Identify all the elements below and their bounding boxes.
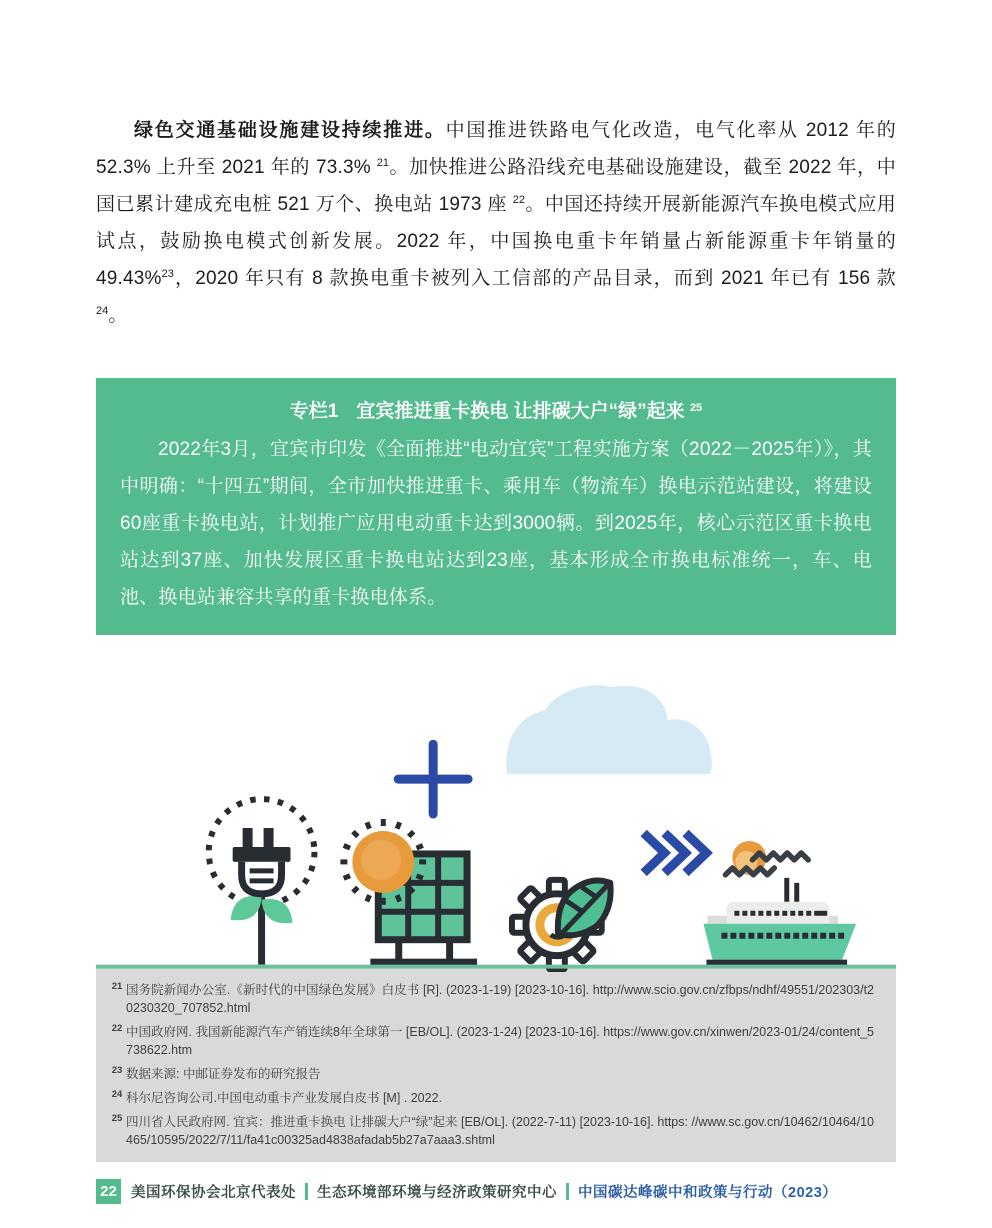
paragraph-text: 。中国还持续开展新能源汽车换电模式应用试点，鼓励换电模式创新发展。2022 年，中国换电重卡年销量占新能源重卡年销量的 49.43% — [96, 194, 896, 290]
cloud-icon — [506, 685, 712, 774]
footnote-ref-22: 22 — [512, 194, 526, 207]
footnote-number: 23 — [111, 1065, 123, 1077]
gear-icon — [512, 868, 626, 970]
footnote-number: 24 — [111, 1089, 123, 1101]
footnote-number: 21 — [111, 980, 123, 992]
footnote-number: 22 — [111, 1022, 123, 1034]
footnote-ref-24: 24 — [96, 305, 109, 318]
footnote-23 — [108, 1065, 874, 1083]
leaf-left — [231, 896, 262, 920]
paragraph-text: 。加快推进公路沿线充电基础设施建设，截至 2022 年，中国已累计建成充电桩 521 万个、换电站 1973 座 — [96, 157, 896, 216]
ship-icon — [703, 840, 856, 965]
paragraph-text: ，2020 年只有 8 款换电重卡被列入工信部的产品目录，而到 2021 年已有 156 款 — [173, 268, 896, 290]
footnote-ref-23: 23 — [161, 268, 174, 281]
column-box — [96, 378, 896, 634]
leaf-right — [262, 899, 293, 923]
footnote-text: 中国政府网. 我国新能源汽车产销连续8年全球第一 [EB/OL]. (2023-1-24) [2023-10-16]. https://www.gov.cn/xinwen/2023-01/24/content_5738622.htm — [126, 1024, 874, 1057]
footer-org-2: 生态环境部环境与经济政策研究中心 — [317, 1184, 557, 1201]
page-number-badge: 22 — [96, 1179, 121, 1204]
footnote-ref-21: 21 — [376, 157, 389, 170]
footer-separator — [305, 1183, 308, 1200]
footer-report-title: 中国碳达峰碳中和政策与行动（2023） — [578, 1184, 838, 1201]
plug-icon — [209, 799, 315, 965]
column-box-label: 专栏1 — [289, 401, 339, 423]
page-footer — [96, 1179, 896, 1204]
page-content — [96, 0, 896, 1204]
footnote-24 — [108, 1089, 874, 1107]
footnote-text: 四川省人民政府网. 宜宾：推进重卡换电 让排碳大户“绿”起来 [EB/OL]. (2022-7-11) [2023-10-16]. https: //www.sc.gov.cn/10462/10464/10465/10595/2022/7/11/fa41c00325ad4838afadab5b27a7aaa3.shtml — [126, 1115, 874, 1148]
paragraph-text: 中国推进铁路电气化改造，电气化率从 2012 年的 52.3% 上升至 2021 年的 73.3% — [96, 120, 896, 179]
column-box-title — [120, 396, 872, 423]
sun-icon — [340, 819, 426, 905]
chevrons-icon — [644, 832, 707, 872]
footnote-21 — [108, 981, 874, 1017]
plus-icon — [398, 744, 468, 814]
column-box-title-text: 宜宾推进重卡换电 让排碳大户“绿”起来 — [356, 401, 690, 423]
footnote-ref-25: 25 — [689, 402, 703, 415]
footer-separator — [566, 1183, 569, 1200]
footnote-number: 25 — [111, 1113, 123, 1125]
footnote-text: 数据来源: 中邮证券发布的研究报告 — [126, 1067, 321, 1082]
ground-line — [96, 964, 896, 968]
footnote-text: 科尔尼咨询公司.中国电动重卡产业发展白皮书 [M] . 2022. — [126, 1091, 443, 1106]
footnote-text: 国务院新闻办公室.《新时代的中国绿色发展》白皮书 [R]. (2023-1-19) [2023-10-16]. http://www.scio.gov.cn/zfbps/ndhf/49551/202303/t20230320_707852.html — [126, 982, 874, 1015]
footnotes-box — [96, 968, 896, 1162]
footnote-25 — [108, 1113, 874, 1149]
paragraph-text: 。 — [108, 305, 128, 327]
green-energy-illustration — [96, 672, 896, 972]
column-box-body: 2022年3月，宜宾市印发《全面推进“电动宜宾”工程实施方案（2022－2025年）》，其中明确：“十四五”期间，全市加快推进重卡、乘用车（物流车）换电示范站建设，将建设60座重卡换电站，计划推广应用电动重卡达到3000辆。到2025年，核心示范区重卡换电站达到37座、加快发展区重卡换电站达到23座，基本形成全市换电标准统一，车、电池、换电站兼容共享的重卡换电体系。 — [120, 439, 872, 609]
body-paragraph — [96, 112, 896, 334]
paragraph-lead: 绿色交通基础设施建设持续推进。 — [134, 120, 446, 141]
footer-org-1: 美国环保协会北京代表处 — [131, 1184, 296, 1201]
footnote-22 — [108, 1023, 874, 1059]
